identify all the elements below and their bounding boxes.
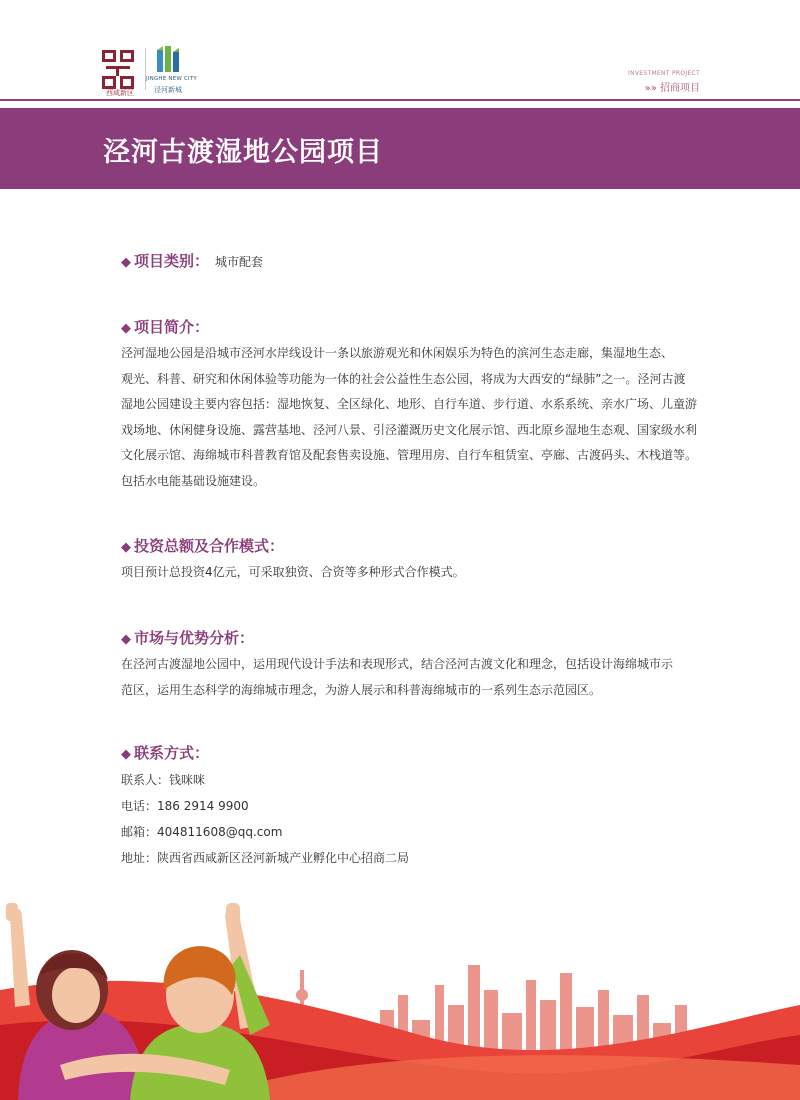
market-section: [121, 627, 711, 703]
xixian-logo-caption: 西咸新区: [106, 89, 134, 97]
jinghe-city-logo-icon: [152, 44, 186, 74]
contact-address: 地址：陕西省西咸新区泾河新城产业孵化中心招商二局: [121, 851, 410, 865]
contact-heading: [121, 742, 711, 763]
market-label: 市场与优势分析：: [134, 629, 255, 647]
market-line: 在泾河古渡湿地公园中，运用现代设计手法和表现形式，结合泾河古渡文化和理念，包括设计海绵城市示: [121, 657, 674, 671]
investment-project-en: INVESTMENT PROJECT: [628, 70, 700, 77]
contact-email[interactable]: 邮箱：404811608@qq.com: [121, 825, 283, 839]
logo-divider: [145, 48, 146, 90]
diamond-bullet-icon: ◆: [121, 255, 131, 270]
category-section: [121, 250, 711, 271]
investment-text: 项目预计总投资4亿元，可采取独资、合资等多种形式合作模式。: [121, 565, 465, 579]
header-rule: [0, 99, 800, 101]
diamond-bullet-icon: ◆: [121, 747, 131, 762]
category-label: 项目类别：: [134, 252, 210, 270]
intro-line: 戏场地、休闲健身设施、露营基地、泾河八景、引泾灌溉历史文化展示馆、西北原乡湿地生态观、国家级水利: [121, 422, 698, 437]
page-title: 泾河古渡湿地公园项目: [103, 137, 383, 168]
intro-line: 湿地公园建设主要内容包括：湿地恢复、全区绿化、地形、自行车道、步行道、水系系统、亲水广场、儿童游: [121, 397, 698, 411]
intro-paragraph: [121, 341, 711, 494]
market-line: 范区，运用生态科学的海绵城市理念，为游人展示和科普海绵城市的一系列生态示范园区。: [121, 682, 602, 697]
intro-section: [121, 316, 711, 494]
contact-label: 联系方式：: [134, 744, 210, 762]
intro-line: 泾河湿地公园是沿城市泾河水岸线设计一条以旅游观光和休闲娱乐为特色的滨河生态走廊，集湿地生态、: [121, 346, 674, 360]
category-heading: [121, 250, 711, 271]
intro-line: 文化展示馆、海绵城市科普教育馆及配套售卖设施、管理用房、自行车租赁室、亭廊、古渡码头、木栈道等。: [121, 448, 698, 462]
contact-section: [121, 742, 711, 871]
intro-heading: [121, 316, 711, 337]
intro-line: 观光、科普、研究和休闲体验等功能为一体的社会公益性生态公园，将成为大西安的“绿肺”之一。泾河古渡: [121, 371, 686, 386]
category-value: 城市配套: [215, 255, 264, 269]
page-header: [0, 0, 800, 105]
contact-person: 联系人：钱咪咪: [121, 773, 206, 787]
footer-illustration: [0, 895, 800, 1100]
investment-section: [121, 535, 711, 586]
market-paragraph: [121, 652, 711, 703]
market-heading: [121, 627, 711, 648]
investment-label: 投资总额及合作模式：: [134, 537, 285, 555]
contact-phone[interactable]: 电话：186 2914 9900: [121, 799, 249, 813]
diamond-bullet-icon: ◆: [121, 632, 131, 647]
jinghe-logo-chinese: 泾河新城: [154, 86, 182, 94]
diamond-bullet-icon: ◆: [121, 321, 131, 336]
investment-project-zh: »» 招商项目: [644, 83, 700, 94]
intro-line: 包括水电能基础设施建设。: [121, 473, 266, 488]
diamond-bullet-icon: ◆: [121, 540, 131, 555]
intro-label: 项目简介：: [134, 318, 210, 336]
jinghe-logo-english: JINGHE NEW CITY: [146, 76, 197, 82]
investment-heading: [121, 535, 711, 556]
